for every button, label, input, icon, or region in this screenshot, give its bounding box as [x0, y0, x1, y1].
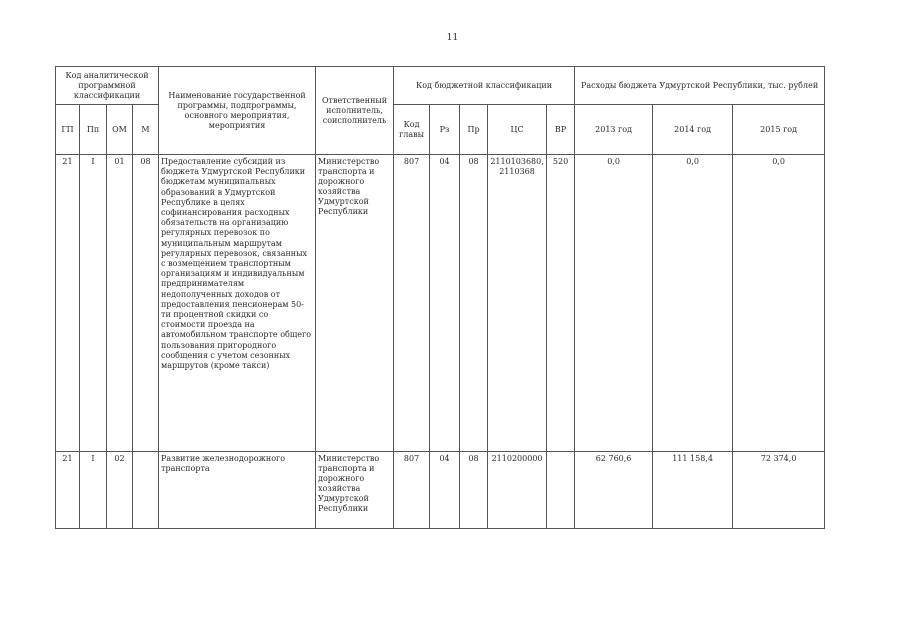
header-executor: Ответственный исполнитель, соисполнитель [316, 67, 394, 155]
cell-2014: 111 158,4 [653, 452, 733, 529]
cell-kod-glavy: 807 [394, 155, 430, 452]
header-code-group: Код аналитической программной классификации [56, 67, 159, 105]
header-cs: ЦС [488, 105, 547, 155]
page-number: 11 [446, 33, 459, 43]
table-row [56, 155, 825, 452]
cell-gp: 21 [56, 452, 80, 529]
header-2013: 2013 год [575, 105, 653, 155]
cell-rz: 04 [430, 452, 460, 529]
cell-2015: 0,0 [733, 155, 825, 452]
cell-cs: 2110103680, 2110368 [488, 155, 547, 452]
header-row-1 [56, 67, 825, 105]
header-gp: ГП [56, 105, 80, 155]
cell-m [133, 452, 159, 529]
table-row [56, 452, 825, 529]
budget-table [55, 66, 825, 529]
cell-pr: 08 [460, 452, 488, 529]
cell-name: Развитие железнодорожного транспорта [159, 452, 316, 529]
cell-kod-glavy: 807 [394, 452, 430, 529]
cell-pp: I [80, 155, 107, 452]
cell-m: 08 [133, 155, 159, 452]
cell-executor: Министерство транспорта и дорожного хозяйства Удмуртской Республики [316, 452, 394, 529]
header-rz: Рз [430, 105, 460, 155]
cell-cs: 2110200000 [488, 452, 547, 529]
header-2015: 2015 год [733, 105, 825, 155]
header-2014: 2014 год [653, 105, 733, 155]
cell-name: Предоставление субсидий из бюджета Удмуртской Республики бюджетам муниципальных образований в Удмуртской Республике в целях софинансирования расходных обязательств на организацию регулярных перевозок по муниципальным маршрутам регулярных перевозок, связанных с возмещением транспортным организациям и индивидуальным предпринимателям недополученных доходов от предоставления пенсионерам 50-ти процентной скидки со стоимости проезда на автомобильном транспорте общего пользования пригородного сообщения с учетом сезонных маршрутов (кроме такси) [159, 155, 316, 452]
cell-pp: I [80, 452, 107, 529]
header-expenses: Расходы бюджета Удмуртской Республики, тыс. рублей [575, 67, 825, 105]
header-m: М [133, 105, 159, 155]
header-kod-glavy: Код главы [394, 105, 430, 155]
header-budget-classification: Код бюджетной классификации [394, 67, 575, 105]
cell-2015: 72 374,0 [733, 452, 825, 529]
header-pp: Пп [80, 105, 107, 155]
cell-gp: 21 [56, 155, 80, 452]
header-pr: Пр [460, 105, 488, 155]
header-om: ОМ [107, 105, 133, 155]
header-vr: ВР [547, 105, 575, 155]
cell-executor: Министерство транспорта и дорожного хозяйства Удмуртской Республики [316, 155, 394, 452]
cell-om: 01 [107, 155, 133, 452]
cell-rz: 04 [430, 155, 460, 452]
cell-vr: 520 [547, 155, 575, 452]
cell-2014: 0,0 [653, 155, 733, 452]
cell-2013: 0,0 [575, 155, 653, 452]
cell-vr [547, 452, 575, 529]
cell-om: 02 [107, 452, 133, 529]
cell-2013: 62 760,6 [575, 452, 653, 529]
cell-pr: 08 [460, 155, 488, 452]
header-name: Наименование государственной программы, подпрограммы, основного мероприятия, мероприятия [159, 67, 316, 155]
